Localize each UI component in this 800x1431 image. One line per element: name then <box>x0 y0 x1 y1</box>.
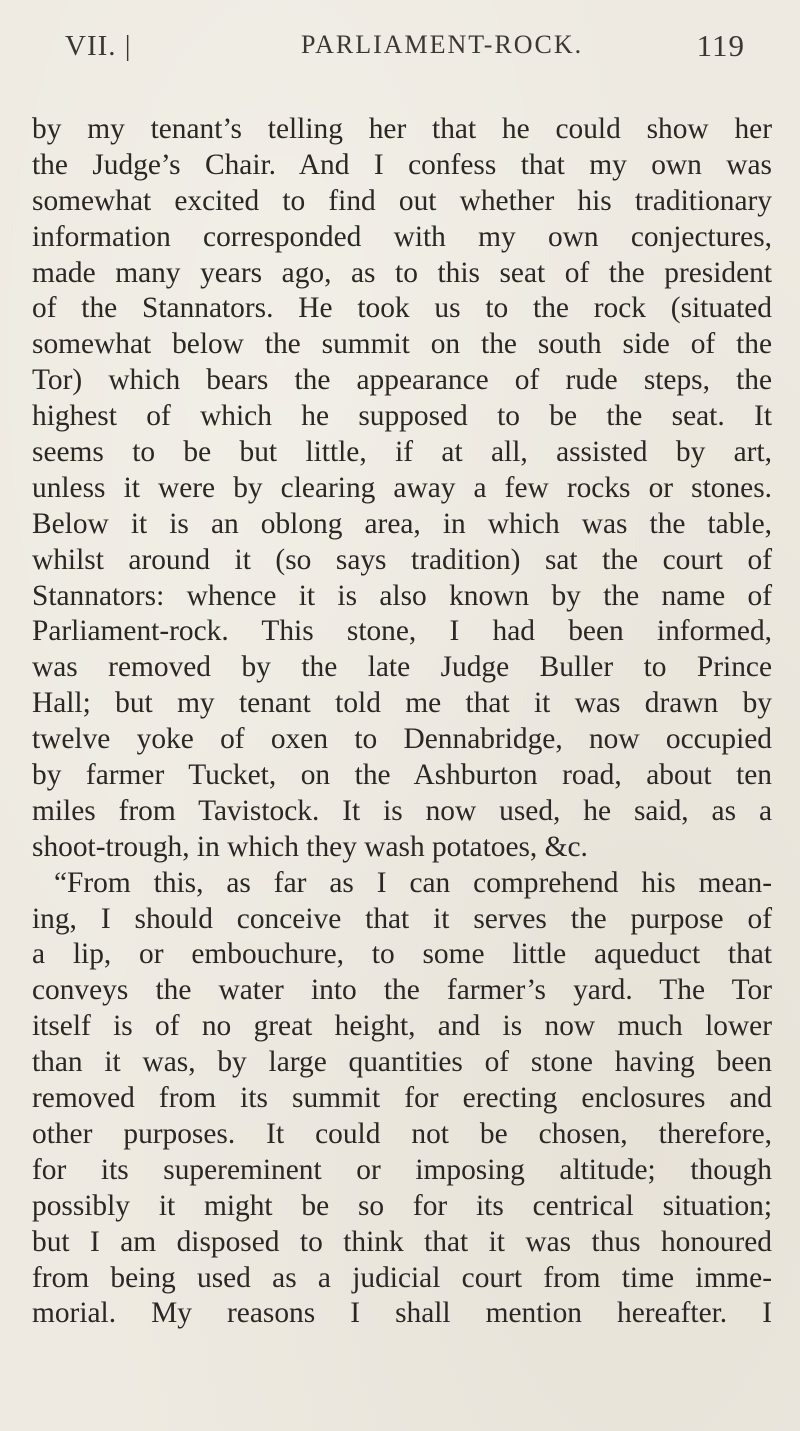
text-line: twelve yoke of oxen to Dennabridge, now occupied <box>32 723 772 756</box>
text-line: removed from its summit for erecting enclosures and <box>32 1082 772 1115</box>
body-text <box>32 112 772 1332</box>
text-line: Tor) which bears the appearance of rude steps, the <box>32 364 772 397</box>
text-line: Below it is an oblong area, in which was the table, <box>32 507 772 540</box>
text-line: for its supereminent or imposing altitude; though <box>32 1153 772 1186</box>
paragraph-last-line: shoot-trough, in which they wash potatoes, &c. <box>32 830 588 863</box>
section-marker: VII. | <box>65 30 132 62</box>
text-line: from being used as a judicial court from time imme- <box>32 1261 772 1294</box>
text-line: itself is of no great height, and is now much lower <box>32 1010 772 1043</box>
text-line: of the Stannators. He took us to the rock (situated <box>32 292 772 325</box>
text-line: was removed by the late Judge Buller to Prince <box>32 651 772 684</box>
text-line: Hall; but my tenant told me that it was drawn by <box>32 687 772 720</box>
page-number: 119 <box>696 28 745 63</box>
text-line: other purposes. It could not be chosen, therefore, <box>32 1117 772 1150</box>
text-line: whilst around it (so says tradition) sat the court of <box>32 543 772 576</box>
text-line: but I am disposed to think that it was thus honoured <box>32 1225 772 1258</box>
text-line: morial. My reasons I shall mention hereafter. I <box>32 1297 772 1330</box>
text-line: Parliament-rock. This stone, I had been informed, <box>32 615 772 648</box>
text-line: somewhat below the summit on the south side of the <box>32 328 772 361</box>
text-line: by farmer Tucket, on the Ashburton road, about ten <box>32 759 772 792</box>
text-line: Stannators: whence it is also known by the name of <box>32 579 772 612</box>
text-line: a lip, or embouchure, to some little aqueduct that <box>32 938 772 971</box>
text-line: the Judge’s Chair. And I confess that my own was <box>32 148 772 181</box>
text-line: information corresponded with my own conjectures, <box>32 220 772 253</box>
paragraph-first-line: “From this, as far as I can comprehend his mean- <box>54 866 772 899</box>
text-line: ing, I should conceive that it serves the purpose of <box>32 902 772 935</box>
text-line: than it was, by large quantities of stone having been <box>32 1046 772 1079</box>
text-line: possibly it might be so for its centrical situation; <box>32 1189 772 1222</box>
text-line: unless it were by clearing away a few rocks or stones. <box>32 471 772 504</box>
text-line: highest of which he supposed to be the seat. It <box>32 400 772 433</box>
text-line: miles from Tavistock. It is now used, he said, as a <box>32 794 772 827</box>
text-line: made many years ago, as to this seat of the president <box>32 256 772 289</box>
running-head <box>65 30 745 70</box>
text-line: conveys the water into the farmer’s yard. The Tor <box>32 974 772 1007</box>
text-line: by my tenant’s telling her that he could show her <box>32 113 772 145</box>
page-title: PARLIAMENT-ROCK. <box>301 30 584 59</box>
text-line: seems to be but little, if at all, assisted by art, <box>32 436 772 469</box>
text-line: somewhat excited to find out whether his traditionary <box>32 184 772 217</box>
